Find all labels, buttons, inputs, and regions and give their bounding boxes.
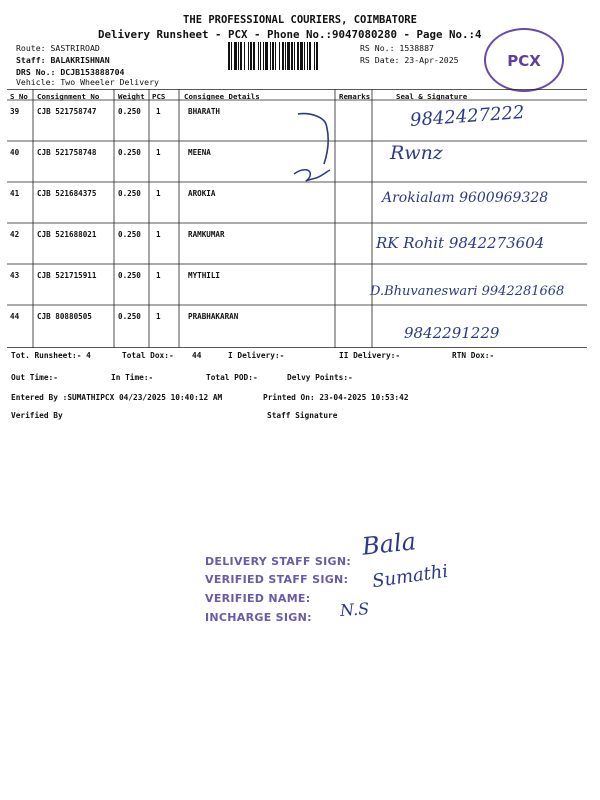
verified-by: Verified By: [11, 411, 63, 420]
row-pcs: 1: [156, 271, 161, 280]
verified-signature: Sumathi: [370, 560, 450, 593]
row-signature: Rwnz: [390, 142, 443, 164]
row-consignee: BHARATH: [188, 107, 221, 116]
row-weight: 0.250: [118, 148, 141, 157]
col-weight: Weight: [118, 92, 145, 101]
row-pcs: 1: [156, 230, 161, 239]
printed-on: Printed On: 23-04-2025 10:53:42: [263, 393, 409, 402]
row-consignment: CJB 521758748: [37, 148, 97, 157]
total-dox-value: 44: [192, 351, 202, 360]
staff-signature: Staff Signature: [267, 411, 338, 420]
delvy-points: Delvy Points:-: [287, 373, 353, 382]
out-time: Out Time:-: [11, 373, 58, 382]
total-pod: Total POD:-: [206, 373, 258, 382]
row-consignee: PRABHAKARAN: [188, 312, 239, 321]
pen-mark-icon: [290, 108, 340, 188]
row-consignment: CJB 521688021: [37, 230, 97, 239]
rtn-dox: RTN Dox:-: [452, 351, 495, 360]
row-weight: 0.250: [118, 271, 141, 280]
company-name: THE PROFESSIONAL COURIERS, COIMBATORE: [183, 14, 417, 26]
row-pcs: 1: [156, 148, 161, 157]
drs-number: DRS No.: DCJB153888704: [16, 67, 125, 77]
row-consignee: MYTHILI: [188, 271, 221, 280]
row-signature: 9842291229: [404, 324, 500, 342]
row-weight: 0.250: [118, 230, 141, 239]
verified-staff-sign-label: VERIFIED STAFF SIGN:: [205, 573, 349, 586]
incharge-sign-label: INCHARGE SIGN:: [205, 611, 312, 624]
delivery-staff-sign-label: DELIVERY STAFF SIGN:: [205, 555, 352, 568]
vehicle-label: Vehicle: Two Wheeler Delivery: [16, 77, 159, 87]
row-consignment: CJB 80880505: [37, 312, 92, 321]
delivery-staff-signature: Bala: [360, 527, 418, 561]
row-consignee: RAMKUMAR: [188, 230, 225, 239]
row-weight: 0.250: [118, 189, 141, 198]
row-signature: 9842427222: [409, 102, 526, 131]
row-pcs: 1: [156, 312, 161, 321]
row-consignee: AROKIA: [188, 189, 216, 198]
col-pcs: PCS: [152, 92, 166, 101]
row-signature: RK Rohit 9842273604: [376, 234, 545, 252]
col-consignee: Consignee Details: [184, 92, 260, 101]
row-sno: 40: [10, 148, 20, 157]
col-sno: S No: [10, 92, 28, 101]
rs-number: RS No.: 1538887: [360, 43, 434, 53]
row-sno: 43: [10, 271, 20, 280]
row-pcs: 1: [156, 107, 161, 116]
barcode: [228, 42, 352, 70]
incharge-signature: N.S: [339, 599, 370, 620]
row-consignment: CJB 521684375: [37, 189, 97, 198]
in-time: In Time:-: [111, 373, 154, 382]
row-signature: Arokialam 9600969328: [382, 190, 549, 206]
staff-label: Staff: BALAKRISHNAN: [16, 55, 110, 65]
tot-runsheet: Tot. Runsheet:- 4: [11, 351, 91, 360]
verified-name-label: VERIFIED NAME:: [205, 592, 311, 605]
row-sno: 41: [10, 189, 20, 198]
ii-delivery: II Delivery:-: [339, 351, 401, 360]
col-seal-signature: Seal & Signature: [396, 92, 468, 101]
row-pcs: 1: [156, 189, 161, 198]
row-sno: 42: [10, 230, 20, 239]
row-sno: 39: [10, 107, 20, 116]
rs-date: RS Date: 23-Apr-2025: [360, 55, 459, 65]
total-dox-label: Total Dox:-: [122, 351, 174, 360]
row-consignee: MEENA: [188, 148, 211, 157]
row-weight: 0.250: [118, 107, 141, 116]
col-consignment: Consignment No: [37, 92, 100, 101]
pcx-stamp: [484, 28, 564, 92]
row-consignment: CJB 521758747: [37, 107, 97, 116]
route-label: Route: SASTRIROAD: [16, 43, 100, 53]
stamp-text: PCX: [507, 52, 541, 70]
row-weight: 0.250: [118, 312, 141, 321]
row-consignment: CJB 521715911: [37, 271, 97, 280]
entered-by: Entered By :SUMATHIPCX 04/23/2025 10:40:12 AM: [11, 393, 223, 402]
runsheet-subtitle: Delivery Runsheet - PCX - Phone No.:9047080280 - Page No.:4: [98, 28, 482, 41]
row-signature: D.Bhuvaneswari 9942281668: [370, 284, 565, 299]
row-sno: 44: [10, 312, 20, 321]
i-delivery: I Delivery:-: [228, 351, 285, 360]
col-remarks: Remarks: [339, 92, 371, 101]
